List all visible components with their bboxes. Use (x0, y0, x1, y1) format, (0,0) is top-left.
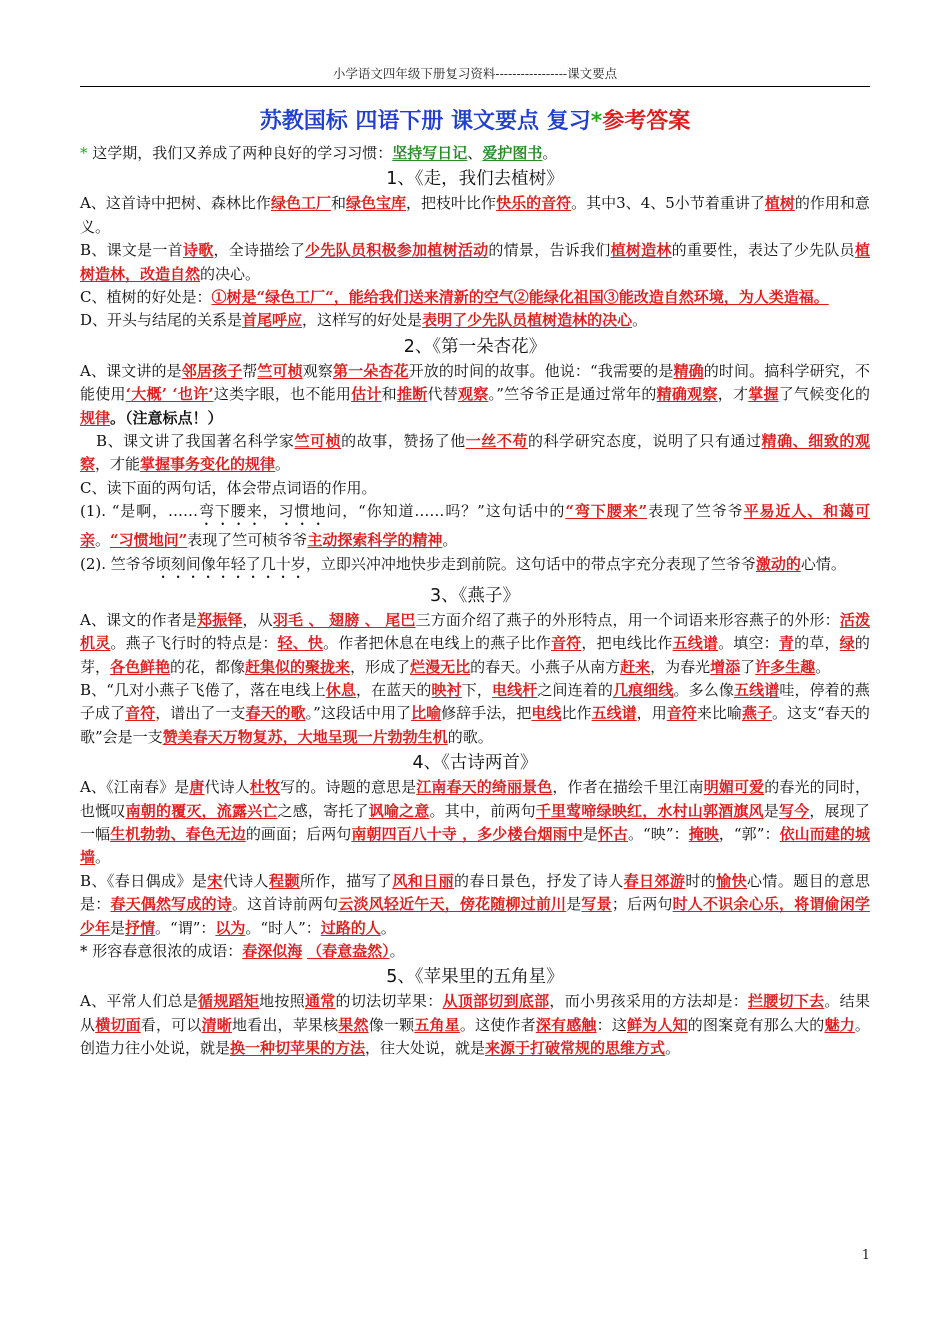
title-tail: 参考答案 (602, 109, 691, 134)
prompt-text: 比作 (561, 704, 592, 723)
prompt-text: 的春天。小燕子从南方 (470, 657, 621, 676)
prompt-text: 的故事，赞扬了他 (341, 432, 466, 451)
answer-text: 千里莺啼绿映红，水村山郭酒旗风 (535, 801, 764, 820)
prompt-text: ，谱出了一支 (155, 704, 246, 723)
prompt-text: 的图案竟有那么大的 (687, 1015, 825, 1034)
title-star: * (590, 109, 603, 134)
prompt-text: A、平常人们总是 (80, 992, 199, 1011)
prompt-text: C、植树的好处是： (80, 288, 212, 307)
section-5-title: 5、《苹果里的五角星》 (386, 967, 564, 988)
prompt-text: 开放的时间的故事。他说：“我需要的是 (408, 361, 674, 380)
answer-text: 增添 (710, 657, 741, 676)
prompt-text: 心情。 (800, 554, 846, 573)
prompt-text: ，形成了 (350, 657, 411, 676)
prompt-text: 的画面；后两句 (245, 824, 352, 843)
answer-text: 比喻 (411, 704, 442, 723)
answer-text: 轻、快 (277, 634, 324, 653)
answer-text: 依山而建的城墙 (80, 824, 870, 867)
answer-text: 五线谱 (733, 680, 780, 699)
answer-text: 春日郊游 (623, 871, 686, 890)
prompt-text: 。创造力往小处说，就是 (80, 1015, 870, 1058)
prompt-text: ，作者在描绘千里江南 (552, 778, 704, 797)
prompt-text: 像一颗 (368, 1015, 415, 1034)
answer-text: 观察 (457, 385, 489, 404)
prompt-text: 三方面介绍了燕子的外形特点，用一个词语来形容燕子的外形： (415, 610, 840, 629)
prompt-text: ：这 (596, 1015, 627, 1034)
s2-item-b (80, 430, 870, 477)
answer-text: 赶集似的聚拢来 (245, 657, 351, 676)
answer-text: 植树造林 (610, 241, 672, 260)
prompt-text: 的切法切苹果： (335, 992, 443, 1011)
answer-text: 植树造林，改造自然 (80, 241, 870, 283)
answer-text: 赶来 (620, 657, 651, 676)
prompt-text: 的作用和意义。 (80, 194, 870, 236)
answer-text: “习惯地问” (110, 531, 188, 550)
prompt-text: ，用 (636, 704, 667, 723)
answer-text: 怀古 (597, 824, 628, 843)
prompt-text: 。这支“春天的歌”会是一支 (80, 704, 870, 746)
prompt-text: 哇，停着的燕子成了 (80, 680, 870, 723)
prompt-text: 形容春意很浓的成语： (87, 941, 243, 960)
prompt-text: 。填空： (718, 634, 779, 653)
answer-text: 拦腰切下去 (748, 992, 825, 1011)
intro-line (80, 142, 870, 165)
answer-text: 清晰 (201, 1015, 232, 1034)
prompt-text: ，全诗描绘了 (213, 241, 306, 260)
answer-text: 精确、细致的观察 (80, 432, 870, 474)
prompt-text: 坚持写日记 (392, 144, 468, 162)
answer-text: 植树 (764, 194, 795, 213)
answer-text: 估计 (351, 385, 382, 404)
answer-text: 掌握事务变化的规律 (140, 455, 276, 474)
prompt-text: 下， (461, 680, 493, 699)
answer-text: 几痕细线 (613, 680, 674, 699)
prompt-text: 的芽， (80, 634, 870, 676)
prompt-text: 帮 (242, 361, 258, 380)
answer-text: 五线谱 (672, 634, 719, 653)
prompt-text: 的科学研究态度，说明了只有通过 (528, 432, 762, 451)
prompt-text: 看，可以 (140, 1015, 202, 1034)
answer-text: 南朝四百八十寺 ，多少楼台烟雨中 (351, 824, 583, 843)
content (80, 100, 870, 1061)
answer-text: ①树是“绿色工厂“，能给我们送来清新的空气②能绿化祖国③能改造自然环境，为人类造福。 (211, 288, 829, 307)
answer-text: 诗歌 (182, 241, 214, 260)
answer-text: 活泼机灵 (80, 610, 870, 653)
prompt-text: 之感，寄托了 (277, 801, 369, 820)
prompt-text: 爱护图书 (482, 144, 543, 162)
prompt-text: 心情。题目的意思是： (80, 871, 870, 914)
s3-item-b (80, 679, 870, 749)
prompt-text: ，为春光 (650, 657, 711, 676)
prompt-text: 。燕子飞行时的特点是： (110, 634, 278, 653)
answer-text: 换一种切苹果的方法 (230, 1039, 366, 1058)
prompt-text: ，在蓝天的 (355, 680, 432, 699)
prompt-text: 。 (275, 455, 291, 474)
answer-text: 郑振铎 (197, 610, 243, 629)
prompt-text: 了气候变化的 (778, 385, 870, 404)
answer-text: 五角星 (414, 1015, 460, 1034)
answer-text: 绿色工厂 (270, 194, 331, 213)
answer-text: 生机勃勃、春色无边 (110, 824, 246, 843)
answer-text: 推断 (396, 385, 428, 404)
answer-text: 五线谱 (591, 704, 637, 723)
prompt-text: ，展现了一幅 (80, 801, 870, 843)
answer-text: ‘大概’ ‘也许’ (125, 385, 214, 404)
prompt-text: 和 (330, 194, 346, 213)
prompt-text: 观察 (302, 361, 333, 380)
prompt-text: 。 (815, 657, 831, 676)
document-title (80, 106, 870, 138)
prompt-text: 时的 (685, 871, 717, 890)
prompt-text: 。作者把休息在电线上的燕子比作 (323, 634, 551, 653)
answer-text: 明媚可爱 (703, 778, 765, 797)
answer-text: 精确 (673, 361, 704, 380)
s2-item-a (80, 360, 870, 430)
prompt-text: 。“映”： (627, 824, 689, 843)
prompt-text: 是 (763, 801, 779, 820)
prompt-text: ，把枝叶比作 (406, 194, 497, 213)
answer-text: 风和日丽 (392, 871, 455, 890)
prompt-text: * (80, 144, 88, 162)
answer-text: 南朝的覆灭，流露兴亡 (125, 801, 278, 820)
section-3-title: 3、《燕子》 (430, 585, 520, 606)
answer-text: 云淡风轻近午天，傍花随柳过前川 (338, 895, 567, 914)
answer-text: 写今 (778, 801, 810, 820)
answer-text: 映衬 (431, 680, 462, 699)
answer-text: 通常 (304, 992, 336, 1011)
answer-text: 绿 (839, 634, 855, 653)
answer-text: 写景 (581, 895, 612, 914)
prompt-text: (2). 竺爷爷 (80, 554, 156, 573)
section-4-title: 4、《古诗两首》 (412, 753, 538, 774)
prompt-text: 是 (582, 824, 598, 843)
answer-text: 精确观察 (656, 385, 718, 404)
answer-text: 首尾呼应 (242, 311, 303, 330)
answer-text: 各色鲜艳 (110, 657, 171, 676)
prompt-text: 。 (95, 848, 111, 867)
prompt-text: 的歌。 (447, 727, 493, 746)
answer-text: “弯下腰来” (565, 502, 648, 521)
prompt-text: 。 (632, 311, 648, 330)
s2-item-c: C、读下面的两句话，体会带点词语的作用。 (80, 478, 377, 497)
answer-text: 少先队员积极参加植树活动 (305, 241, 489, 260)
prompt-text: 顷刻间像年轻了几十岁 (155, 554, 306, 573)
answer-text: 激动的 (755, 554, 801, 573)
answer-text: 平易近人、和蔼可亲 (80, 502, 870, 550)
section-2-title: 2、《第一朵杏花》 (403, 336, 547, 357)
prompt-text: 的时间。搞科学研究，不能使用 (80, 361, 870, 404)
answer-text: 音符 (550, 634, 582, 653)
answer-text: 烂漫无比 (410, 657, 471, 676)
answer-text: 羽毛 、 翅膀 、 尾巴 (272, 610, 416, 629)
s5-item-a (80, 990, 870, 1060)
prompt-text: 。 (389, 941, 405, 960)
answer-text: 青 (778, 634, 795, 653)
prompt-text: 的春光的同时，也慨叹 (80, 778, 870, 820)
prompt-text: 的重要性，表达了少先队员 (671, 241, 855, 260)
s2-item-c2 (80, 553, 870, 582)
prompt-text: 。 (542, 144, 558, 162)
s4-item-idiom (80, 940, 870, 963)
s1-item-c (80, 286, 870, 309)
answer-text: 唐 (189, 778, 205, 797)
prompt-text: 问，“你知道……吗？”这句话中的 (326, 502, 566, 521)
prompt-text: 。这首诗前两句 (231, 895, 339, 914)
prompt-text: 。“谓”： (155, 918, 216, 937)
prompt-text: ， (262, 502, 279, 521)
prompt-text: 代诗人 (222, 871, 269, 890)
prompt-text: 。其中3、4、5小节着重讲了 (571, 194, 765, 213)
prompt-text: A、《江南春》是 (80, 778, 190, 797)
answer-text: 循规蹈矩 (198, 992, 260, 1011)
prompt-text: A、课文讲的是 (80, 361, 182, 380)
prompt-text: 。”这段话中用了 (305, 704, 412, 723)
answer-text: 程颢 (268, 871, 300, 890)
running-header: 小学语文四年级下册复习资料-----------------课文要点 (80, 64, 870, 87)
answer-text: 绿色宝库 (345, 194, 407, 213)
prompt-text: 的情景，告诉我们 (488, 241, 611, 260)
prompt-text: 这学期，我们又养成了两种良好的学习习惯： (87, 144, 393, 162)
prompt-text: 写的。诗题的意思是 (280, 778, 417, 797)
answer-text: 以为 (215, 918, 246, 937)
prompt-text: 弯下腰来 (198, 502, 263, 521)
section-1-title: 1、《走，我们去植树》 (386, 169, 564, 190)
prompt-text: (1). “是啊，…… (80, 502, 199, 521)
answer-text: 愉快 (716, 871, 748, 890)
s1-item-d (80, 309, 870, 332)
s3-item-a (80, 609, 870, 679)
prompt-text: B、课文讲了我国著名科学家 (96, 432, 295, 451)
answer-text: 音符 (125, 704, 156, 723)
s2-item-c1 (80, 500, 870, 552)
answer-text: 一丝不苟 (465, 432, 528, 451)
prompt-text: 的草， (794, 634, 840, 653)
s4-item-b (80, 870, 870, 940)
answer-text: 表明了少先队员植树造林的决心 (422, 311, 633, 330)
answer-text: 掌握 (748, 385, 779, 404)
page-number: 1 (861, 1248, 870, 1263)
answer-text: 规律 (80, 408, 111, 427)
prompt-text: 和 (381, 385, 397, 404)
prompt-text: ；后两句 (611, 895, 673, 914)
answer-text: 横切面 (95, 1015, 141, 1034)
prompt-text: 。 (442, 531, 458, 550)
answer-text: 过路的人 (320, 918, 381, 937)
prompt-text: 。”竺爷爷正是通过常年的 (488, 385, 657, 404)
answer-text: 果然 (338, 1015, 369, 1034)
prompt-text: 所作，描写了 (299, 871, 393, 890)
prompt-text: 代诗人 (204, 778, 250, 797)
prompt-text: 。 (380, 918, 396, 937)
prompt-text: 的花，都像 (170, 657, 246, 676)
prompt-text: 。这使作者 (459, 1015, 536, 1034)
prompt-text: A、这首诗中把树、森林比作 (80, 194, 271, 213)
answer-text: 竺可桢 (294, 432, 342, 451)
answer-text: （春意盎然） (307, 941, 390, 960)
answer-text: 主动探索科学的精神 (307, 531, 443, 550)
prompt-text: ，才能 (95, 455, 141, 474)
prompt-text: 代替 (427, 385, 458, 404)
prompt-text: B、课文是一首 (80, 241, 183, 260)
answer-text: 春天的歌 (245, 704, 306, 723)
answer-text: 许多生趣 (755, 657, 816, 676)
prompt-text: 这类字眼，也不能用 (213, 385, 352, 404)
prompt-text: 习惯地 (278, 502, 327, 521)
prompt-text: 是 (566, 895, 582, 914)
prompt-text: 是 (110, 918, 126, 937)
answer-text: 深有感触 (535, 1015, 597, 1034)
answer-text: 电线杆 (492, 680, 538, 699)
prompt-text: 了 (740, 657, 756, 676)
answer-text: 第一朵杏花 (332, 361, 409, 380)
prompt-text: D、开头与结尾的关系是 (80, 311, 243, 330)
prompt-text: B、“几对小燕子飞倦了，落在电线上 (80, 680, 326, 699)
answer-text: 快乐的音符 (496, 194, 572, 213)
s4-item-a (80, 776, 870, 870)
answer-text: 讽喻之意 (368, 801, 430, 820)
prompt-text: 表现了竺可桢爷爷 (187, 531, 308, 550)
answer-text: 宋 (207, 871, 223, 890)
prompt-text: 来比喻 (696, 704, 742, 723)
prompt-text: 地看出，苹果核 (231, 1015, 339, 1034)
prompt-text: B、《春日偶成》是 (80, 871, 208, 890)
prompt-text: ，从 (242, 610, 273, 629)
answer-text: 杜牧 (249, 778, 281, 797)
prompt-text: 地按照 (259, 992, 305, 1011)
prompt-text: ，才 (717, 385, 749, 404)
answer-text: 邻居孩子 (181, 361, 243, 380)
answer-text: 江南春天的绮丽景色 (416, 778, 553, 797)
prompt-text: 修辞手法，把 (441, 704, 532, 723)
answer-text: 来源于打破常规的思维方式 (485, 1039, 666, 1058)
answer-text: 鲜为人知 (626, 1015, 688, 1034)
answer-text: 竺可桢 (257, 361, 303, 380)
answer-text: 休息 (325, 680, 356, 699)
prompt-text: 。其中，前两句 (429, 801, 536, 820)
prompt-text: 的春日景色，抒发了诗人 (454, 871, 624, 890)
s1-item-a (80, 192, 870, 239)
answer-text: 春深似海 (242, 941, 303, 960)
prompt-text: 。 (95, 531, 111, 550)
answer-text: 从顶部切到底部 (442, 992, 550, 1011)
prompt-text: ，立即兴冲冲地快步走到前院。这句话中的带点字充分表现了竺爷爷 (305, 554, 756, 573)
prompt-text: ，而小男孩采用的方法却是： (549, 992, 748, 1011)
answer-text: 春天偶然写成的诗 (110, 895, 232, 914)
answer-text: 魅力 (824, 1015, 855, 1034)
prompt-text: 之间连着的 (537, 680, 613, 699)
answer-text: 掩映 (688, 824, 719, 843)
s1-item-b (80, 239, 870, 286)
answer-text: 电线 (531, 704, 562, 723)
prompt-text: 。结果从 (80, 992, 870, 1034)
prompt-text: * (80, 941, 88, 960)
answer-text: 燕子 (741, 704, 773, 723)
prompt-text: 。“时人”： (245, 918, 321, 937)
prompt-text: 表现了竺爷爷 (647, 502, 744, 521)
prompt-text: ，把电线比作 (581, 634, 673, 653)
prompt-text: 。 (665, 1039, 681, 1058)
prompt-text: 。（注意标点！） (110, 408, 223, 427)
title-main: 苏教国标 四语下册 课文要点 复习 (259, 109, 591, 134)
answer-text: 时人不识余心乐，将谓偷闲学少年 (80, 895, 870, 937)
answer-text: 抒情 (125, 918, 156, 937)
prompt-text: 。多么像 (673, 680, 734, 699)
prompt-text: ，这样写的好处是 (302, 311, 423, 330)
prompt-text: 的决心。 (200, 264, 261, 283)
prompt-text: ，“郭”： (718, 824, 780, 843)
prompt-text: ，往大处说，就是 (365, 1039, 486, 1058)
prompt-text: 、 (467, 144, 483, 162)
answer-text: 音符 (666, 704, 697, 723)
prompt-text: A、课文的作者是 (80, 610, 198, 629)
answer-text: 赞美春天万物复苏，大地呈现一片勃勃生机 (162, 727, 448, 746)
